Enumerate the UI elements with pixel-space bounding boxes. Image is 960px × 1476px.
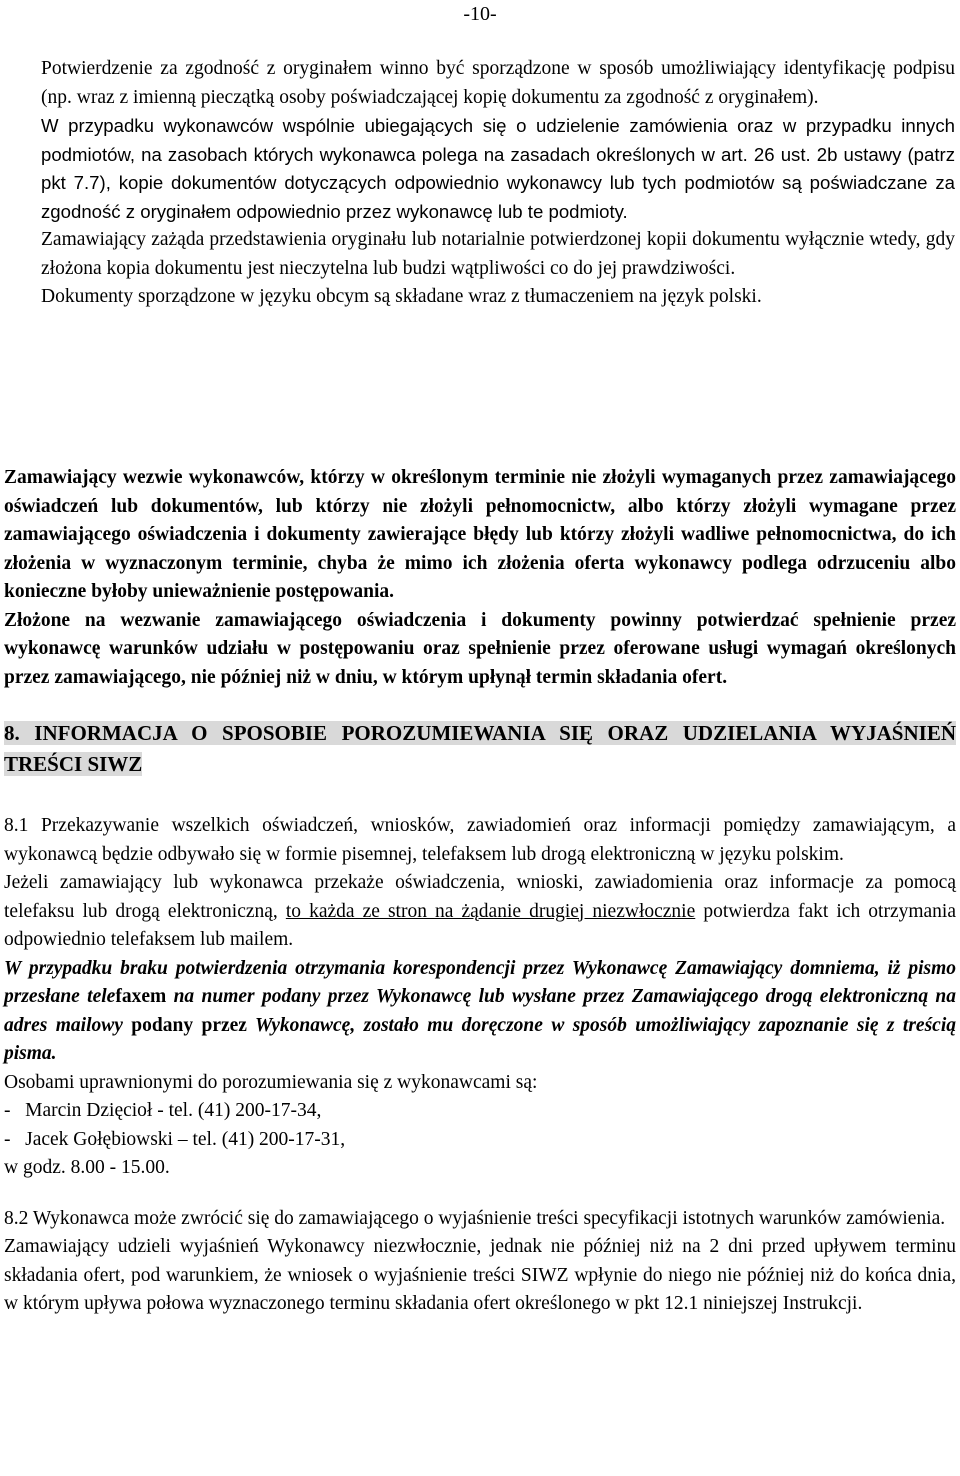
paragraph-certification: Potwierdzenie za zgodność z oryginałem winno być sporządzone w sposób umożliwiający identyfikację podpisu (np. wraz z imienną pieczątką osoby poświadczającej kopię dokumentu za zgodność z oryginałem).	[41, 58, 955, 108]
ital-b: faxem	[115, 986, 167, 1007]
fax-text-b: potwierdza fakt ich otrzymania odpowiednio telefaksem lub mailem.	[4, 900, 956, 950]
section-heading-text: 8. INFORMACJA O SPOSOBIE POROZUMIEWANIA SIĘ ORAZ UDZIELANIA WYJAŚNIEŃ TREŚCI SIWZ	[4, 721, 956, 776]
ital-c: na numer podany przez Wykonawcę lub wysłane przez Zamawiającego drogą elektroniczną na adres mailowy	[4, 986, 956, 1036]
contacts-intro: Osobami uprawnionymi do porozumiewania się z wykonawcami są:	[4, 1071, 538, 1093]
paragraph-joint-contractors: W przypadku wykonawców wspólnie ubiegających się o udzielenie zamówienia oraz w przypadku innych podmiotów, na zasobach których wykonawca polega na zasadach określonych w art. 26 ust. 2b ustawy (patrz pkt 7.7), kopie dokumentów dotyczących odpowiednio wykonawcy lub tych podmiotów są poświadczane za zgodność z oryginałem odpowiednio przez wykonawcę lub te podmioty.	[41, 115, 955, 222]
paragraph-confirmation: Złożone na wezwanie zamawiającego oświadczenia i dokumenty powinny potwierdzać spełnienie przez wykonawcę warunków udziału w postępowaniu oraz spełnienie przez oferowane usługi wymagań określonych przez zamawiającego, nie później niż w dniu, w którym upłynął termin składania ofert.	[4, 609, 956, 688]
paragraph-summons: Zamawiający wezwie wykonawców, którzy w określonym terminie nie złożyli wymaganych przez zamawiającego oświadczeń lub dokumentów, lub którzy nie złożyli pełnomocnictw, albo którzy złożyli wymagane przez zamawiającego oświadczenia i dokumenty zawierające błędy lub którzy złożyli wadliwe pełnomocnictwa, do ich złożenia w wyznaczonym terminie, chyba że mimo ich złożenia oferta wykonawcy podlega odrzuceniu albo konieczne byłoby unieważnienie postępowania.	[4, 467, 956, 602]
fax-text-underlined: to każda ze stron na żądanie drugiej niezwłocznie	[285, 900, 696, 922]
paragraph-8-2-clarifications: Zamawiający udzieli wyjaśnień Wykonawcy niezwłocznie, jednak nie później niż na 2 dni przed upływem terminu składania ofert, pod warunkiem, że wniosek o wyjaśnienie treści SIWZ wpłynie do niego nie później niż do końca dnia, w którym upływa połowa wyznaczonego terminu składania ofert określonego w pkt 12.1 niniejszej Instrukcji.	[4, 1236, 956, 1314]
main-section	[4, 464, 956, 1319]
ital-a: W przypadku braku potwierdzenia otrzymania korespondencji przez Wykonawcę Zamawiający domniema, iż pismo przesłane tele	[4, 957, 956, 1007]
ital-e: Wykonawcę, zostało mu doręczone w sposób umożliwiający zapoznanie się z treścią pisma.	[4, 1014, 956, 1064]
page-number: -10-	[463, 3, 497, 25]
paragraph-delivery-presumption	[4, 955, 956, 1069]
section-heading-8	[4, 718, 956, 780]
paragraph-8-1: 8.1 Przekazywanie wszelkich oświadczeń, wniosków, zawiadomień oraz informacji pomiędzy zamawiającym, a wykonawcą będzie odbywało się w formie pisemnej, telefaksem lub drogą elektroniczną w języku polskim.	[4, 815, 956, 865]
indented-section	[41, 55, 955, 312]
paragraph-foreign-language: Dokumenty sporządzone w języku obcym są składane wraz z tłumaczeniem na język polski.	[41, 286, 762, 307]
paragraph-8-2: 8.2 Wykonawca może zwrócić się do zamawiającego o wyjaśnienie treści specyfikacji istotnych warunków zamówienia.	[4, 1207, 946, 1229]
paragraph-fax-email	[4, 869, 956, 955]
contact-hours: w godz. 8.00 - 15.00.	[4, 1157, 170, 1178]
contact-item: - Marcin Dzięcioł - tel. (41) 200-17-34,	[4, 1100, 322, 1121]
contact-item: - Jacek Gołębiowski – tel. (41) 200-17-31,	[4, 1128, 346, 1150]
fax-text-a: Jeżeli zamawiający lub wykonawca przekaże oświadczenia, wnioski, zawiadomienia oraz informacje za pomocą telefaksu lub drogą elektroniczną,	[4, 872, 956, 922]
ital-d: podany przez	[131, 1014, 247, 1036]
paragraph-original-request: Zamawiający zażąda przedstawienia oryginału lub notarialnie potwierdzonej kopii dokumentu wyłącznie wtedy, gdy złożona kopia dokumentu jest nieczytelna lub budzi wątpliwości co do jej prawdziwości.	[41, 229, 955, 279]
